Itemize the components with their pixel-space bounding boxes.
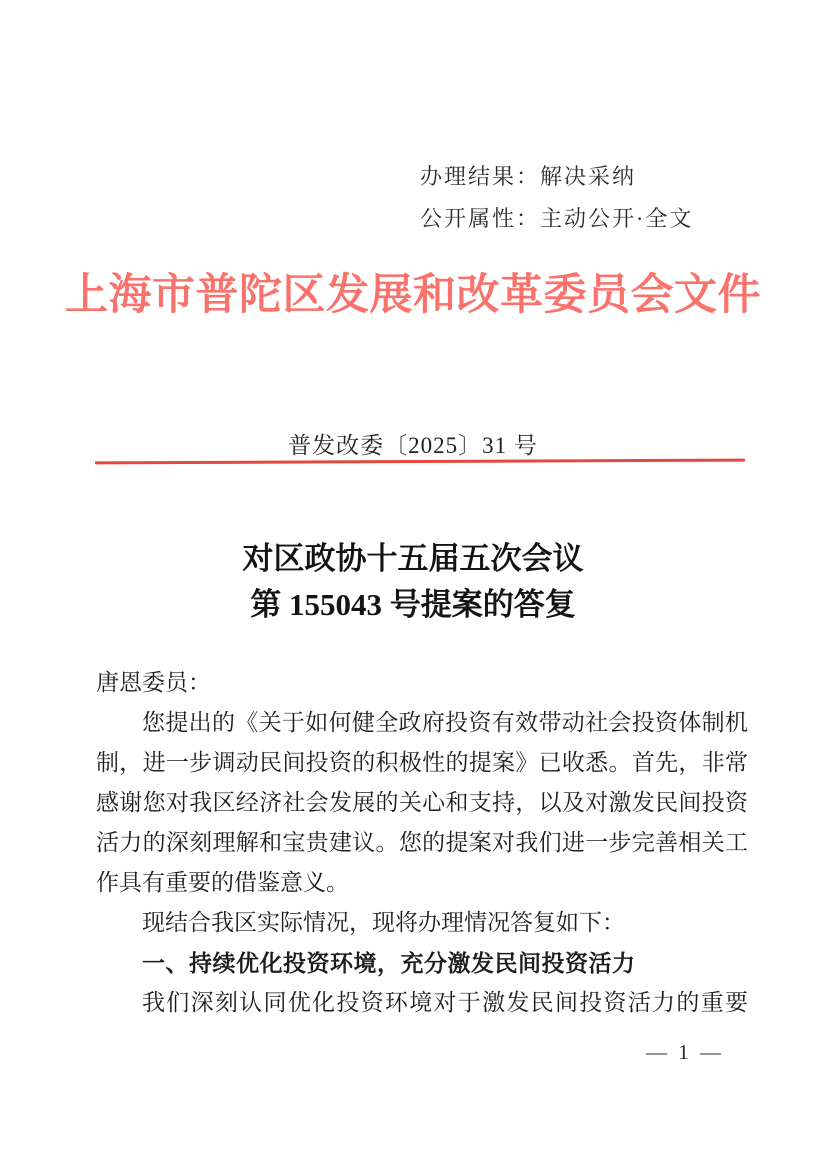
document-title-line1: 对区政协十五届五次会议 [242, 541, 584, 576]
body-text-line: 一、持续优化投资环境，充分激发民间投资活力 [142, 950, 636, 976]
body-text-line: 唐恩委员： [96, 670, 211, 695]
handling-result-line: 办理结果：解决采纳 [420, 164, 637, 189]
body-text-line: 活力的深刻理解和宝贵建议。您的提案对我们进一步完善相关工 [96, 830, 748, 855]
document-title [0, 536, 826, 628]
body-text-line: 感谢您对我区经济社会发展的关心和支持，以及对激发民间投资 [96, 790, 748, 815]
body-text-line: 作具有重要的借鉴意义。 [96, 870, 349, 895]
body-text-line: 制，进一步调动民间投资的积极性的提案》已收悉。首先，非常 [96, 750, 748, 775]
body-text-line: 我们深刻认同优化投资环境对于激发民间投资活力的重要 [142, 990, 748, 1015]
handling-info-block [420, 156, 693, 240]
masthead-title: 上海市普陀区发展和改革委员会文件 [65, 272, 761, 319]
document-title-line2: 第 155043 号提案的答复 [250, 587, 576, 622]
publicity-attribute-line: 公开属性：主动公开·全文 [420, 206, 694, 231]
letter-body [96, 663, 748, 1023]
body-text-line: 您提出的《关于如何健全政府投资有效带动社会投资体制机 [142, 710, 748, 735]
document-number: 普发改委〔2025〕31 号 [288, 433, 538, 458]
page-number: — 1 — [646, 1040, 724, 1064]
body-text-line: 现结合我区实际情况，现将办理情况答复如下： [142, 910, 625, 935]
